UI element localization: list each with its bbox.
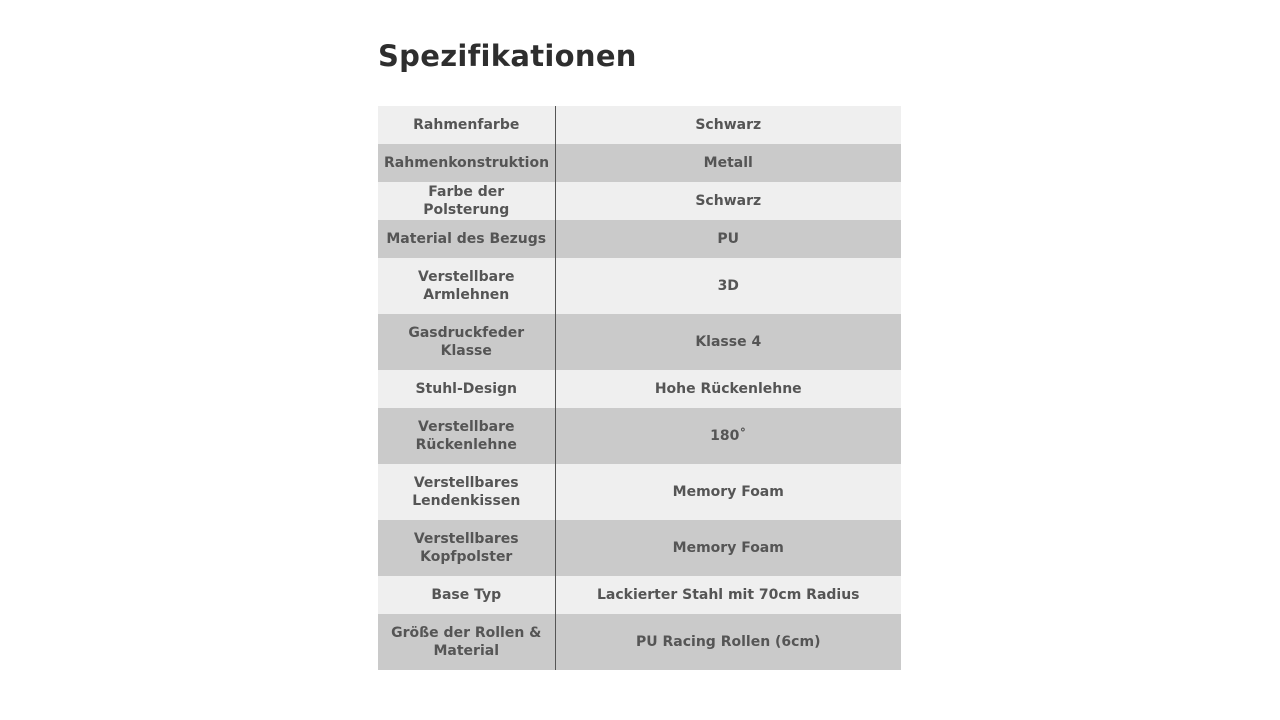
- spec-value: Lackierter Stahl mit 70cm Radius: [555, 576, 901, 614]
- table-row: [378, 106, 901, 144]
- spec-value: Schwarz: [555, 182, 901, 220]
- table-row: [378, 408, 901, 464]
- spec-table: [378, 106, 901, 670]
- spec-value: PU: [555, 220, 901, 258]
- spec-value: Hohe Rückenlehne: [555, 370, 901, 408]
- table-row: [378, 576, 901, 614]
- spec-value: Metall: [555, 144, 901, 182]
- table-row: [378, 220, 901, 258]
- spec-label: Base Typ: [378, 576, 555, 614]
- spec-label: Gasdruckfeder Klasse: [378, 314, 555, 370]
- table-row: [378, 614, 901, 670]
- table-row: [378, 182, 901, 220]
- table-row: [378, 144, 901, 182]
- table-row: [378, 258, 901, 314]
- spec-value: Memory Foam: [555, 464, 901, 520]
- spec-value: PU Racing Rollen (6cm): [555, 614, 901, 670]
- page-title: Spezifikationen: [378, 39, 637, 73]
- spec-value: 3D: [555, 258, 901, 314]
- spec-label: Verstellbares Lendenkissen: [378, 464, 555, 520]
- spec-label: Verstellbare Rückenlehne: [378, 408, 555, 464]
- spec-label: Verstellbares Kopfpolster: [378, 520, 555, 576]
- spec-value: Schwarz: [555, 106, 901, 144]
- spec-value: 180˚: [555, 408, 901, 464]
- table-row: [378, 314, 901, 370]
- spec-label: Größe der Rollen & Material: [378, 614, 555, 670]
- table-row: [378, 370, 901, 408]
- table-row: [378, 520, 901, 576]
- spec-label: Verstellbare Armlehnen: [378, 258, 555, 314]
- spec-label: Farbe der Polsterung: [378, 182, 555, 220]
- spec-label: Rahmenkonstruktion: [378, 144, 555, 182]
- spec-label: Stuhl-Design: [378, 370, 555, 408]
- spec-label: Material des Bezugs: [378, 220, 555, 258]
- table-row: [378, 464, 901, 520]
- spec-value: Klasse 4: [555, 314, 901, 370]
- spec-value: Memory Foam: [555, 520, 901, 576]
- spec-label: Rahmenfarbe: [378, 106, 555, 144]
